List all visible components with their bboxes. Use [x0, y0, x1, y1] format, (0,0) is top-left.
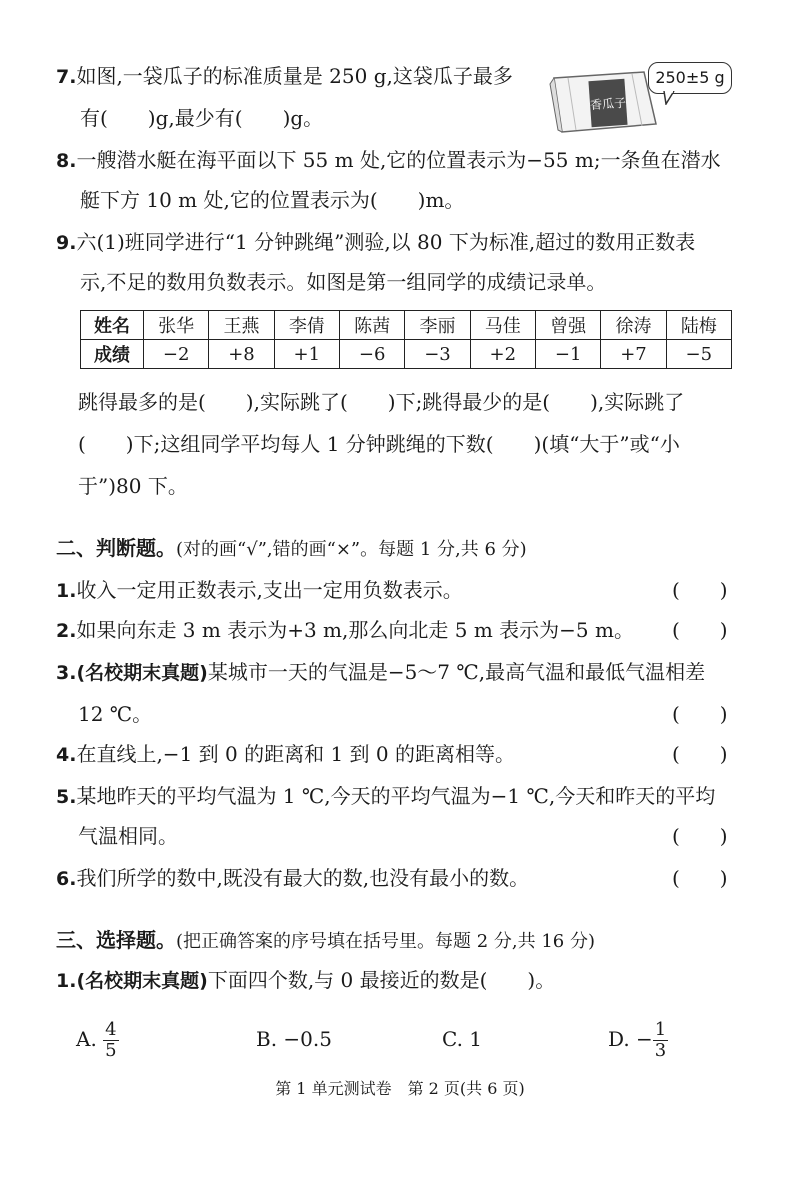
table-cell-score: −1	[535, 340, 600, 369]
answer-paren-1[interactable]: ( )	[672, 578, 728, 602]
weight-speech-bubble: 250±5 g	[648, 62, 732, 94]
table-cell-score: −2	[144, 340, 209, 369]
page-footer: 第 1 单元测试卷 第 2 页(共 6 页)	[275, 1079, 525, 1098]
judge-item-2: 2.如果向东走 3 m 表示为+3 m,那么向北走 5 m 表示为−5 m。	[56, 618, 634, 642]
q9-line2: 示,不足的数用负数表示。如图是第一组同学的成绩记录单。	[80, 270, 607, 294]
table-cell-name: 王燕	[209, 311, 274, 340]
option-d[interactable]: D. − $\frac{1}{3}$	[608, 1019, 667, 1061]
option-a[interactable]: A. $\frac{4}{5}$	[76, 1019, 117, 1061]
table-cell-score: +8	[209, 340, 274, 369]
judge-item-3-line2: 12 ℃。	[78, 702, 153, 726]
table-cell-score: −6	[339, 340, 404, 369]
jump-rope-score-table	[80, 310, 732, 369]
answer-paren-6[interactable]: ( )	[672, 866, 728, 890]
q9-line1: 9.六(1)班同学进行“1 分钟跳绳”测验,以 80 下为标准,超过的数用正数表	[56, 230, 696, 254]
section2-note: (对的画“√”,错的画“×”。每题 1 分,共 6 分)	[176, 539, 527, 560]
section3-heading	[56, 928, 595, 954]
q8-line1: 8.一艘潜水艇在海平面以下 55 m 处,它的位置表示为−55 m;一条鱼在潜水	[56, 148, 721, 172]
section2-heading	[56, 536, 527, 562]
judge-item-4: 4.在直线上,−1 到 0 的距离和 1 到 0 的距离相等。	[56, 742, 515, 766]
table-cell-score: +2	[470, 340, 535, 369]
q8-line2: 艇下方 10 m 处,它的位置表示为( )m。	[80, 188, 465, 212]
table-cell-name: 张华	[144, 311, 209, 340]
table-cell-score: +7	[601, 340, 666, 369]
name-header: 姓名	[81, 311, 144, 340]
option-b[interactable]: B. −0.5	[256, 1027, 332, 1051]
table-cell-name: 马佳	[470, 311, 535, 340]
option-c[interactable]: C. 1	[442, 1027, 483, 1051]
answer-paren-3[interactable]: ( )	[672, 702, 728, 726]
table-cell-name: 陈茜	[339, 311, 404, 340]
judge-item-1: 1.收入一定用正数表示,支出一定用负数表示。	[56, 578, 463, 602]
table-row-scores	[81, 340, 732, 369]
table-cell-name: 李丽	[405, 311, 470, 340]
table-cell-score: −5	[666, 340, 731, 369]
answer-paren-5[interactable]: ( )	[672, 824, 728, 848]
table-cell-name: 陆梅	[666, 311, 731, 340]
judge-item-5: 5.某地昨天的平均气温为 1 ℃,今天的平均气温为−1 ℃,今天和昨天的平均	[56, 784, 716, 808]
fraction-four-fifths: $\frac{4}{5}$	[105, 1019, 117, 1061]
choice-item-1: 1.(名校期末真题)下面四个数,与 0 最接近的数是( )。	[56, 968, 556, 992]
score-header: 成绩	[81, 340, 144, 369]
section3-note: (把正确答案的序号填在括号里。每题 2 分,共 16 分)	[176, 931, 596, 952]
source-tag: (名校期末真题)	[76, 662, 208, 684]
bubble-tail	[662, 91, 676, 105]
table-row-names	[81, 311, 732, 340]
judge-item-5-line2: 气温相同。	[78, 824, 178, 848]
bag-label: 香瓜子	[589, 95, 627, 113]
q7-line2: 有( )g,最少有( )g。	[80, 106, 324, 130]
table-cell-name: 曾强	[535, 311, 600, 340]
section2-title: 二、判断题。	[56, 536, 176, 560]
judge-item-6: 6.我们所学的数中,既没有最大的数,也没有最小的数。	[56, 866, 530, 890]
table-cell-score: −3	[405, 340, 470, 369]
table-cell-score: +1	[274, 340, 339, 369]
q9-line5: 于”)80 下。	[78, 474, 188, 498]
q7-line1: 7.如图,一袋瓜子的标准质量是 250 g,这袋瓜子最多	[56, 64, 513, 88]
source-tag: (名校期末真题)	[76, 970, 208, 992]
q9-line4: ( )下;这组同学平均每人 1 分钟跳绳的下数( )(填“大于”或“小	[78, 432, 680, 456]
q9-line3: 跳得最多的是( ),实际跳了( )下;跳得最少的是( ),实际跳了	[78, 390, 685, 414]
table-cell-name: 徐涛	[601, 311, 666, 340]
section3-title: 三、选择题。	[56, 928, 176, 952]
answer-paren-4[interactable]: ( )	[672, 742, 728, 766]
judge-item-3: 3.(名校期末真题)某城市一天的气温是−5～7 ℃,最高气温和最低气温相差	[56, 660, 706, 684]
answer-paren-2[interactable]: ( )	[672, 618, 728, 642]
table-cell-name: 李倩	[274, 311, 339, 340]
fraction-one-third: $\frac{1}{3}$	[654, 1019, 667, 1061]
